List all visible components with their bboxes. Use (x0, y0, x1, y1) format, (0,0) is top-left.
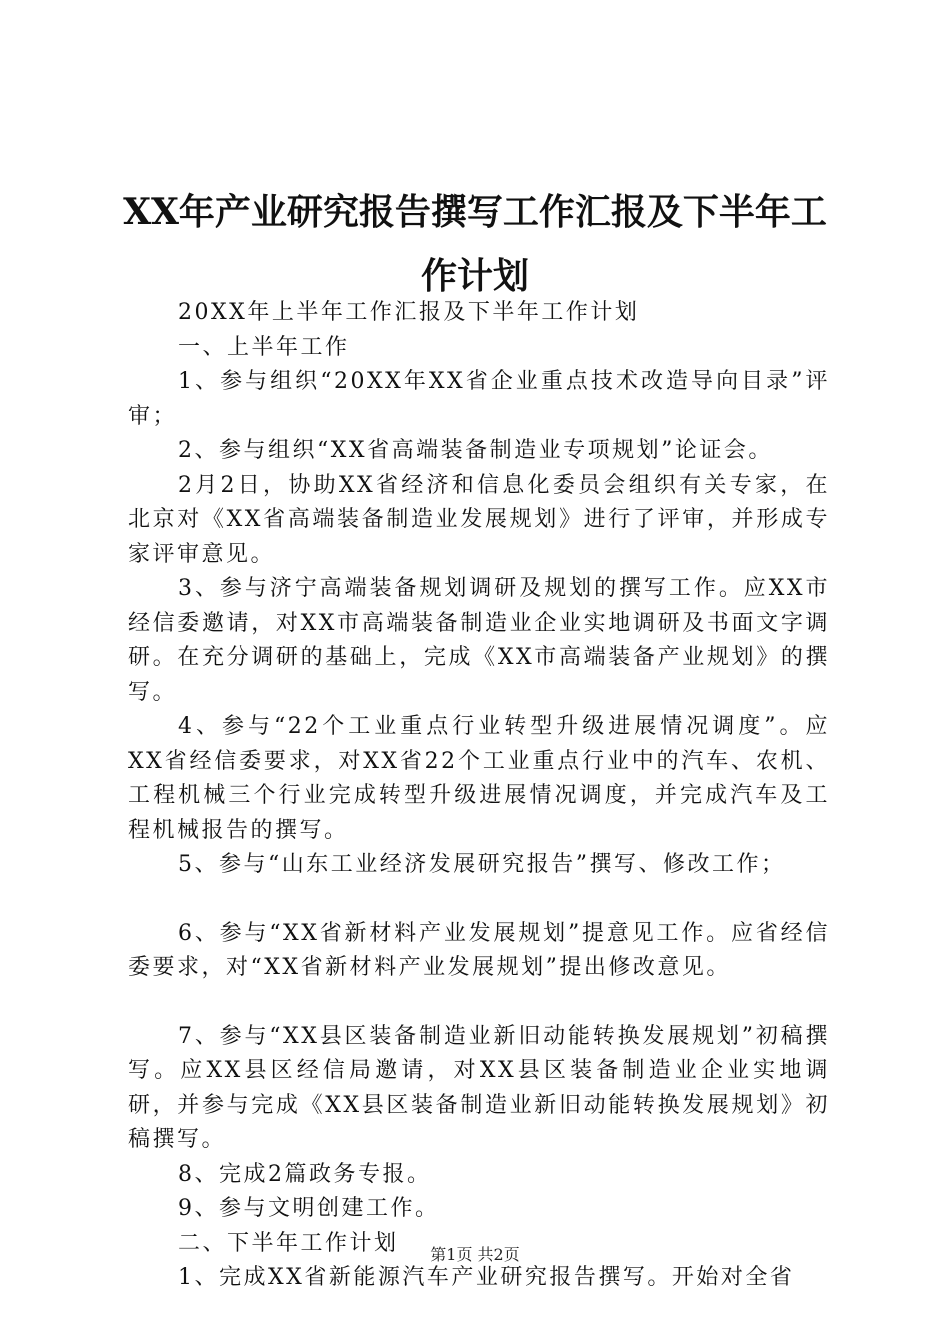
paragraph-section-1-heading: 一、上半年工作 (178, 334, 350, 360)
paragraph-item-6: 6、参与“XX省新材料产业发展规划”提意见工作。应省经信委要求，对“XX省新材料产业发展规划”提出修改意见。 (128, 920, 830, 980)
paragraph-item-8: 8、完成2篇政务专报。 (178, 1161, 432, 1187)
paragraph-subtitle: 20XX年上半年工作汇报及下半年工作计划 (178, 300, 640, 325)
paragraph-item-3: 3、参与济宁高端装备规划调研及规划的撰写工作。应XX市经信委邀请，对XX市高端装备制造业企业实地调研及书面文字调研。在充分调研的基础上，完成《XX市高端装备产业规划》的撰写。 (128, 576, 830, 705)
paragraph-item-2-detail: 2月2日，协助XX省经济和信息化委员会组织有关专家，在北京对《XX省高端装备制造业发展规划》进行了评审，并形成专家评审意见。 (128, 472, 830, 567)
paragraph-item-9: 9、参与文明创建工作。 (178, 1196, 440, 1221)
paragraph-section-2-heading: 二、下半年工作计划 (178, 1230, 399, 1256)
paragraph-item-4: 4、参与“22个工业重点行业转型升级进展情况调度”。应XX省经信委要求，对XX省22个工业重点行业中的汽车、农机、工程机械三个行业完成转型升级进展情况调度，并完成汽车及工程机械报告的撰写。 (128, 714, 830, 843)
paragraph-item-2: 2、参与组织“XX省高端装备制造业专项规划”论证会。 (178, 438, 773, 463)
page-footer: 第1页 共2页 (430, 1245, 520, 1264)
paragraph-item-5: 5、参与“山东工业经济发展研究报告”撰写、修改工作； (178, 852, 786, 877)
document-title: XX年产业研究报告撰写工作汇报及下半年工作计划 (123, 191, 827, 297)
paragraph-plan-item-1: 1、完成XX省新能源汽车产业研究报告撰写。开始对全省 (178, 1265, 795, 1290)
paragraph-item-1: 1、参与组织“20XX年XX省企业重点技术改造导向目录”评审； (128, 369, 830, 429)
paragraph-item-7: 7、参与“XX县区装备制造业新旧动能转换发展规划”初稿撰写。应XX县区经信局邀请，对XX县区装备制造业企业实地调研，并参与完成《XX县区装备制造业新旧动能转换发展规划》初稿撰写。 (128, 1023, 830, 1152)
document-body (128, 296, 830, 1296)
